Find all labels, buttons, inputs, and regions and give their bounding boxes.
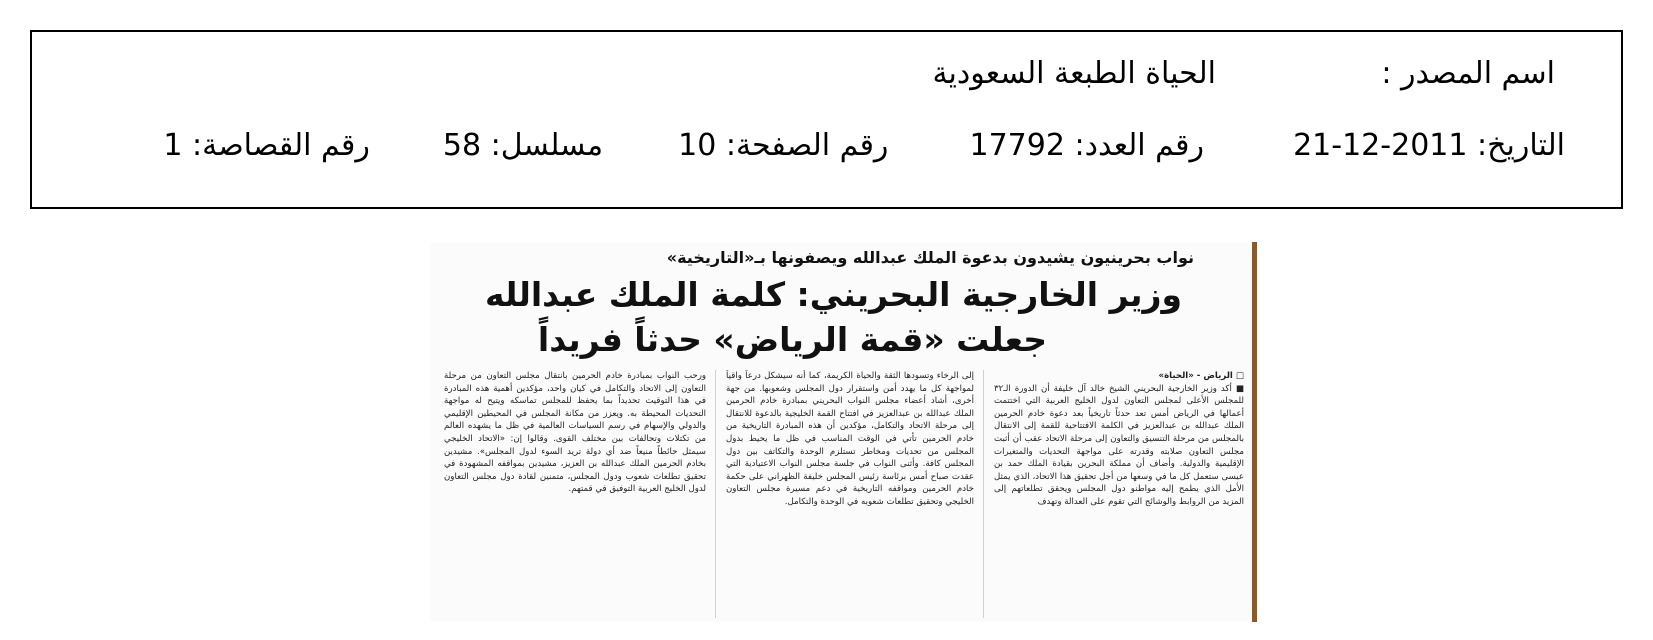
date-value: 2011-12-21	[1293, 128, 1468, 163]
column-2-text: إلى الرخاء وتسودها الثقة والحياة الكريمة، كما أنه سيشكل درعاً واقياً لمواجهة كل ما يهدد أمن واستقرار دول المجلس وشعوبها. من جهة أخرى، أشاد أعضاء مجلس النواب البحريني بمبادرة خادم الحرمين الملك عبدالله بن عبدالعزيز في افتتاح القمة الخليجية بالدعوة للانتقال إلى مرحلة الاتحاد والتكامل، مؤكدين أن هذه المبادرة التاريخية من خادم الحرمين تأتي في الوقت المناسب في ظل ما يحيط بدول المجلس من تحديات ومخاطر تستلزم الوحدة والتكاتف بين دول المجلس كافة. وأثنى النواب في جلسة مجلس النواب الاعتيادية التي عقدت صباح أمس برئاسة رئيس المجلس خليفة الظهراني على حكمة خادم الحرمين ومواقفه التاريخية في دعم مسيرة مجلس التعاون الخليجي وتحقيق تطلعات شعوبه في الوحدة والتكامل.	[726, 371, 974, 507]
source-value: الحياة الطبعة السعودية	[932, 56, 1216, 91]
article-column-3	[444, 370, 706, 620]
column-divider	[715, 370, 716, 618]
date-label: التاريخ:	[1477, 128, 1565, 163]
column-divider	[983, 370, 984, 618]
source-info-box	[30, 30, 1623, 209]
headline-line-2: جعلت «قمة الرياض» حدثاً فريداً	[537, 320, 1047, 359]
article-kicker: نواب بحرينيون يشيدون بدعوة الملك عبدالله ويصفونها بـ«التاريخية»	[666, 248, 1194, 267]
clipping-edge-rule	[1252, 242, 1257, 622]
article-column-2	[726, 370, 974, 620]
newspaper-clipping	[430, 242, 1252, 622]
page-label: رقم الصفحة:	[725, 128, 889, 163]
source-label: اسم المصدر :	[1381, 56, 1555, 91]
issue-label: رقم العدد:	[1074, 128, 1204, 163]
column-3-text: ورحب النواب بمبادرة خادم الحرمين بانتقال مجلس التعاون من مرحلة التعاون إلى الاتحاد والتكامل في كيان واحد، مؤكدين أهمية هذه المبادرة في هذا التوقيت تحديداً بما يحفظ للمجلس تماسكه ويتيح له مواجهة التحديات المحيطة به. ويعزز من مكانة المجلس في المحيطين الإقليمي والدولي والإسهام في رسم السياسات العالمية في ظل ما يشهده العالم من تكتلات وتحالفات بين مختلف القوى. وقالوا إن: «الاتحاد الخليجي سيمثل حائطاً منيعاً ضد أي دولة تريد السوء لدول المجلس». مشيدين بخادم الحرمين الملك عبدالله بن العزيز، مشيدين بمواقفه المشهودة في تحقيق تطلعات شعوب ودول المجلس، متمنين لقادة دول مجلس التعاون لدول الخليج العربية التوفيق في قمتهم.	[444, 371, 706, 495]
page-value: 10	[678, 128, 717, 163]
clip-metadata-row	[163, 128, 1565, 163]
clip-number-label: رقم القصاصة:	[192, 128, 370, 163]
column-1-text: ■ أكد وزير الخارجية البحريني الشيخ خالد آل خليفة أن الدورة الـ٣٢ للمجلس الأعلى لمجلس التعاون لدول الخليج العربية التي اختتمت أعمالها في الرياض أمس تعد حدثاً تاريخياً بعد دعوة خادم الحرمين الملك عبدالله بن عبدالعزيز في الكلمة الافتتاحية للقمة إلى الانتقال بالمجلس من مرحلة التنسيق والتعاون إلى مرحلة الاتحاد عقب أن أثبت مجلس التعاون صلابته وقدرته على مواجهة التحديات والمتغيرات الإقليمية والدولية. وأضاف أن مملكة البحرين بقيادة الملك حمد بن عيسى ستعمل كل ما في وسعها من أجل تحقيق هذا الاتحاد، الذي يمثل الأمل الذي يطمح إليه مواطنو دول المجلس ويحقق تطلعاتهم إلى المزيد من الروابط والوشائج التي تقوم على العدالة وتهدف	[994, 383, 1244, 507]
headline-line-1: وزير الخارجية البحريني: كلمة الملك عبدالله	[484, 275, 1182, 314]
article-dateline: □ الرياض - «الحياة»	[1158, 371, 1244, 381]
clip-number-value: 1	[163, 128, 183, 163]
article-column-1	[994, 370, 1244, 620]
serial-label: مسلسل:	[490, 128, 604, 163]
issue-value: 17792	[969, 128, 1065, 163]
serial-value: 58	[442, 128, 482, 163]
